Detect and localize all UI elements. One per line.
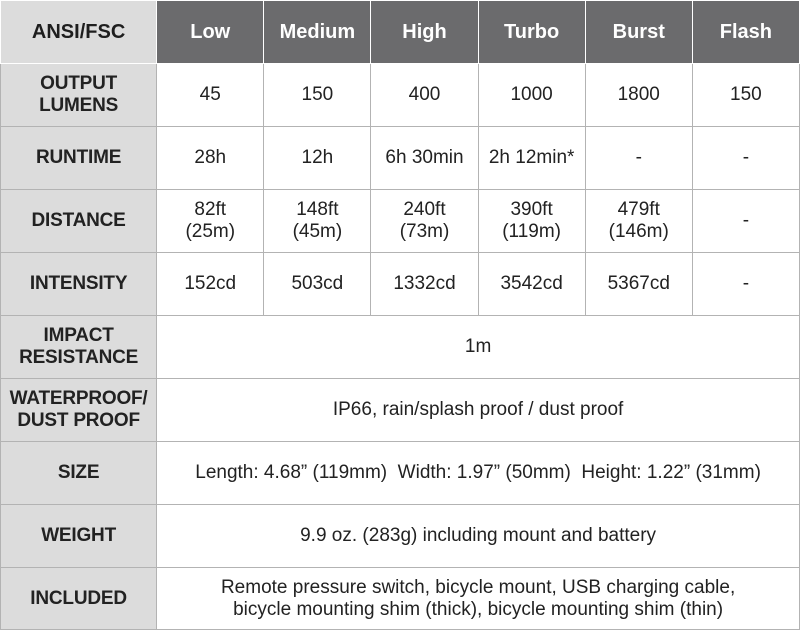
waterproof-value: IP66, rain/splash proof / dust proof	[157, 379, 800, 442]
runtime-high: 6h 30min	[371, 127, 478, 190]
mode-high: High	[371, 1, 478, 64]
weight-value: 9.9 oz. (283g) including mount and battery	[157, 505, 800, 568]
intensity-flash: -	[692, 253, 799, 316]
weight-row	[1, 505, 800, 568]
distance-turbo: 390ft (119m)	[478, 190, 585, 253]
distance-label: DISTANCE	[1, 190, 157, 253]
output-row	[1, 64, 800, 127]
impact-label: IMPACT RESISTANCE	[1, 316, 157, 379]
included-value: Remote pressure switch, bicycle mount, USB charging cable, bicycle mounting shim (thick), bicycle mounting shim (thin)	[157, 568, 800, 630]
distance-low: 82ft (25m)	[157, 190, 264, 253]
distance-flash: -	[692, 190, 799, 253]
impact-row	[1, 316, 800, 379]
impact-value: 1m	[157, 316, 800, 379]
runtime-row	[1, 127, 800, 190]
output-label: OUTPUT LUMENS	[1, 64, 157, 127]
intensity-low: 152cd	[157, 253, 264, 316]
waterproof-row	[1, 379, 800, 442]
size-label: SIZE	[1, 442, 157, 505]
distance-medium: 148ft (45m)	[264, 190, 371, 253]
output-high: 400	[371, 64, 478, 127]
output-medium: 150	[264, 64, 371, 127]
intensity-row	[1, 253, 800, 316]
header-corner: ANSI/FSC	[1, 1, 157, 64]
size-value: Length: 4.68” (119mm) Width: 1.97” (50mm) Height: 1.22” (31mm)	[157, 442, 800, 505]
header-row	[1, 1, 800, 64]
runtime-medium: 12h	[264, 127, 371, 190]
output-low: 45	[157, 64, 264, 127]
intensity-medium: 503cd	[264, 253, 371, 316]
included-row	[1, 568, 800, 630]
intensity-label: INTENSITY	[1, 253, 157, 316]
intensity-burst: 5367cd	[585, 253, 692, 316]
mode-flash: Flash	[692, 1, 799, 64]
mode-burst: Burst	[585, 1, 692, 64]
intensity-high: 1332cd	[371, 253, 478, 316]
runtime-low: 28h	[157, 127, 264, 190]
weight-label: WEIGHT	[1, 505, 157, 568]
size-row	[1, 442, 800, 505]
distance-burst: 479ft (146m)	[585, 190, 692, 253]
runtime-burst: -	[585, 127, 692, 190]
distance-high: 240ft (73m)	[371, 190, 478, 253]
intensity-turbo: 3542cd	[478, 253, 585, 316]
output-flash: 150	[692, 64, 799, 127]
included-label: INCLUDED	[1, 568, 157, 630]
runtime-turbo: 2h 12min*	[478, 127, 585, 190]
mode-medium: Medium	[264, 1, 371, 64]
runtime-label: RUNTIME	[1, 127, 157, 190]
mode-low: Low	[157, 1, 264, 64]
runtime-flash: -	[692, 127, 799, 190]
distance-row	[1, 190, 800, 253]
mode-turbo: Turbo	[478, 1, 585, 64]
waterproof-label: WATERPROOF/ DUST PROOF	[1, 379, 157, 442]
output-turbo: 1000	[478, 64, 585, 127]
output-burst: 1800	[585, 64, 692, 127]
